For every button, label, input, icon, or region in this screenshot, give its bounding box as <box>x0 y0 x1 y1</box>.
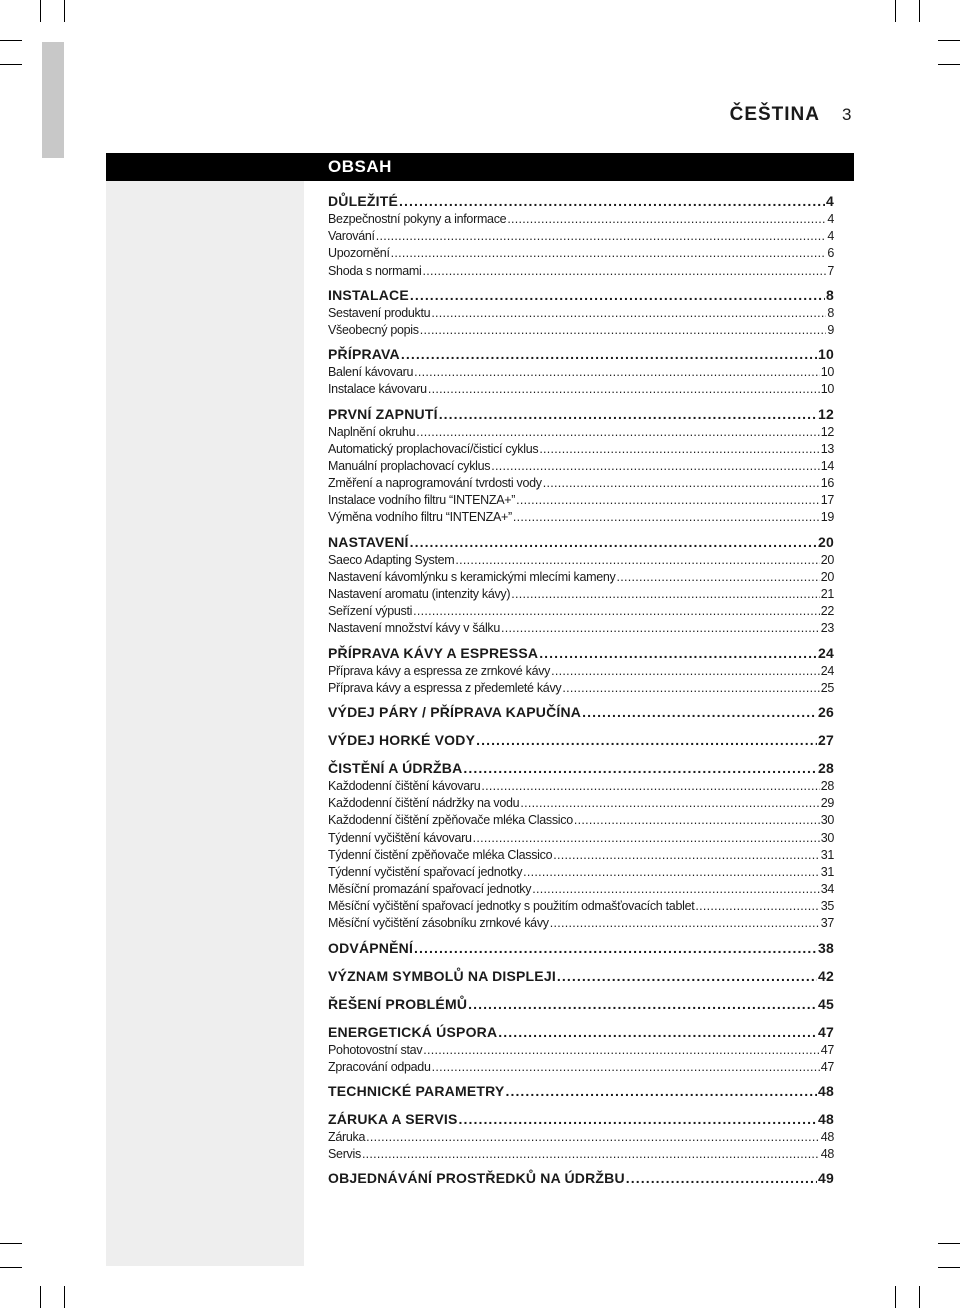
toc-entry[interactable] <box>328 680 834 697</box>
toc-entry[interactable] <box>328 492 834 509</box>
dot-leader <box>459 1110 817 1129</box>
toc-section-page: 8 <box>826 286 834 303</box>
toc-entry-title: Měsíční vyčištění zásobníku zrnkové kávy <box>328 916 549 931</box>
toc-entry-page: 19 <box>820 510 834 525</box>
toc-entry-page: 37 <box>820 916 834 931</box>
toc-entry-title: Každodenní čištění kávovaru <box>328 778 481 793</box>
toc-entry[interactable] <box>328 569 834 586</box>
toc-section-title: PRVNÍ ZAPNUTÍ <box>328 405 438 422</box>
crop-mark <box>938 1243 960 1244</box>
toc-entry-title: Nastavení kávomlýnku s keramickými mlecími kameny <box>328 569 616 584</box>
toc-entry-page: 20 <box>820 569 834 584</box>
toc-entry-page: 47 <box>820 1042 834 1057</box>
toc-entry-page: 13 <box>820 441 834 456</box>
toc-section-title: VÝDEJ PÁRY / PŘÍPRAVA KAPUČÍNA <box>328 703 582 720</box>
toc-entry-title: Týdenní vyčistění spařovací jednotky <box>328 864 523 879</box>
dot-leader <box>562 680 819 697</box>
dot-leader <box>416 424 819 441</box>
toc-entry[interactable] <box>328 211 834 228</box>
toc-section[interactable] <box>328 731 834 750</box>
section-gap <box>328 1014 834 1023</box>
toc-section[interactable] <box>328 405 834 424</box>
dot-leader <box>511 586 819 603</box>
toc-entry-page: 24 <box>820 663 834 678</box>
dot-leader <box>376 228 827 245</box>
toc-section-title: NASTAVENÍ <box>328 533 409 550</box>
toc-entry[interactable] <box>328 620 834 637</box>
toc-entry-page: 23 <box>820 621 834 636</box>
toc-entry-title: Saeco Adapting System <box>328 552 455 567</box>
dot-leader <box>476 731 817 750</box>
toc-section-page: 47 <box>818 1023 834 1040</box>
table-of-contents <box>328 192 834 1188</box>
toc-entry[interactable] <box>328 881 834 898</box>
dot-leader <box>431 305 826 322</box>
toc-entry-title: Instalace vodního filtru “INTENZA+” <box>328 493 516 508</box>
toc-entry-page: 22 <box>820 604 834 619</box>
toc-entry[interactable] <box>328 795 834 812</box>
section-gap <box>328 1101 834 1110</box>
dot-leader <box>413 603 820 620</box>
toc-entry-page: 16 <box>820 476 834 491</box>
toc-section[interactable] <box>328 1082 834 1101</box>
dot-leader <box>513 509 820 526</box>
toc-entry[interactable] <box>328 245 834 262</box>
toc-entry[interactable] <box>328 586 834 603</box>
toc-entry-title: Každodenní čištění nádržky na vodu <box>328 796 520 811</box>
toc-section-page: 27 <box>818 731 834 748</box>
crop-mark <box>938 64 960 65</box>
dot-leader <box>553 847 819 864</box>
toc-entry-page: 10 <box>820 365 834 380</box>
dot-leader <box>366 1129 820 1146</box>
toc-entry-title: Nastavení množství kávy v šálku <box>328 621 501 636</box>
toc-section-title: ENERGETICKÁ ÚSPORA <box>328 1023 498 1040</box>
toc-section[interactable] <box>328 192 834 211</box>
toc-entry[interactable] <box>328 552 834 569</box>
crop-mark <box>40 1286 41 1308</box>
toc-entry-title: Seřízení výpusti <box>328 604 413 619</box>
dot-leader <box>463 759 817 778</box>
dot-leader <box>491 458 819 475</box>
toc-entry-title: Měsíční vyčištění spařovací jednotky s použitím odmašťovacích tablet <box>328 899 695 914</box>
toc-entry-title: Automatický proplachovací/čisticí cyklus <box>328 441 539 456</box>
toc-entry-title: Naplnění okruhu <box>328 424 416 439</box>
toc-section[interactable] <box>328 703 834 722</box>
toc-section[interactable] <box>328 1023 834 1042</box>
toc-section[interactable] <box>328 759 834 778</box>
dot-leader <box>695 898 819 915</box>
toc-entry[interactable] <box>328 847 834 864</box>
toc-entry[interactable] <box>328 663 834 680</box>
toc-entry-title: Nastavení aromatu (intenzity kávy) <box>328 587 511 601</box>
dot-leader <box>439 405 817 424</box>
toc-section-page: 4 <box>826 193 834 209</box>
crop-mark <box>0 40 22 41</box>
toc-entry-page: 7 <box>827 263 834 278</box>
dot-leader <box>399 192 825 211</box>
dot-leader <box>473 830 820 847</box>
dot-leader <box>626 1169 817 1188</box>
toc-entry-page: 20 <box>820 552 834 567</box>
toc-entry[interactable] <box>328 381 834 398</box>
toc-section[interactable] <box>328 533 834 552</box>
dot-leader <box>468 995 817 1014</box>
dot-leader <box>582 703 817 722</box>
toc-entry-page: 31 <box>820 847 834 862</box>
toc-entry-page: 25 <box>820 680 834 695</box>
toc-entry-title: Sestavení produktu <box>328 305 431 320</box>
toc-entry-page: 4 <box>827 212 834 226</box>
toc-entry-title: Změření a naprogramování tvrdosti vody <box>328 476 542 491</box>
toc-section-title: OBJEDNÁVÁNÍ PROSTŘEDKŮ NA ÚDRŽBU <box>328 1170 625 1187</box>
dot-leader <box>420 322 827 339</box>
toc-entry-title: Příprava kávy a espressa z předemleté kávy <box>328 680 562 695</box>
toc-entry-title: Měsíční promazání spařovací jednotky <box>328 882 532 897</box>
toc-entry-title: Upozornění <box>328 246 390 261</box>
toc-section-title: PŘÍPRAVA <box>328 346 400 363</box>
toc-entry-title: Týdenní čistění zpěňovače mléka Classico <box>328 847 553 862</box>
toc-entry-title: Týdenní vyčištění kávovaru <box>328 830 472 845</box>
dot-leader <box>539 644 817 663</box>
crop-mark <box>938 40 960 41</box>
crop-mark <box>0 1243 22 1244</box>
section-gap <box>328 722 834 731</box>
toc-entry[interactable] <box>328 1042 834 1059</box>
toc-section[interactable] <box>328 1169 834 1188</box>
toc-entry[interactable] <box>328 864 834 881</box>
toc-entry[interactable] <box>328 1146 834 1163</box>
toc-entry[interactable] <box>328 322 834 339</box>
dot-leader <box>481 778 819 795</box>
toc-entry-page: 14 <box>820 458 834 473</box>
toc-entry-page: 28 <box>820 778 834 793</box>
dot-leader <box>455 552 819 569</box>
dot-leader <box>505 1082 817 1101</box>
crop-mark <box>919 0 920 22</box>
page-number: 3 <box>842 105 852 124</box>
dot-leader <box>428 381 820 398</box>
toc-section-page: 42 <box>818 967 834 984</box>
dot-leader <box>410 533 817 552</box>
toc-entry[interactable] <box>328 915 834 932</box>
toc-entry-title: Záruka <box>328 1130 366 1144</box>
toc-entry-page: 29 <box>820 796 834 811</box>
dot-leader <box>362 1146 820 1163</box>
dot-leader <box>401 345 817 364</box>
dot-leader <box>523 864 820 881</box>
section-gap <box>328 958 834 967</box>
toc-entry[interactable] <box>328 263 834 280</box>
toc-entry-page: 30 <box>820 830 834 845</box>
toc-entry-title: Bezpečnostní pokyny a informace <box>328 212 507 226</box>
crop-mark <box>0 1267 22 1268</box>
language-label: ČEŠTINA <box>729 104 820 125</box>
toc-section[interactable] <box>328 1110 834 1129</box>
toc-section-page: 24 <box>818 644 834 661</box>
toc-entry[interactable] <box>328 228 834 245</box>
toc-section-title: ZÁRUKA A SERVIS <box>328 1111 458 1127</box>
contents-title: OBSAH <box>328 157 392 176</box>
toc-section[interactable] <box>328 345 834 364</box>
toc-section-page: 10 <box>818 346 834 363</box>
dot-leader <box>414 939 817 958</box>
toc-section-page: 48 <box>818 1083 834 1099</box>
toc-entry[interactable] <box>328 1059 834 1076</box>
sidebar-panel <box>106 181 304 1266</box>
toc-entry[interactable] <box>328 305 834 322</box>
section-gap <box>328 986 834 995</box>
dot-leader <box>498 1023 817 1042</box>
dot-leader <box>432 1059 820 1076</box>
toc-entry-page: 34 <box>820 882 834 897</box>
crop-mark <box>919 1286 920 1308</box>
dot-leader <box>532 881 819 898</box>
toc-section-page: 48 <box>818 1111 834 1127</box>
toc-entry-page: 10 <box>820 382 834 397</box>
toc-entry-page: 9 <box>827 322 834 337</box>
toc-entry-page: 17 <box>820 493 834 508</box>
crop-mark <box>64 0 65 22</box>
toc-section[interactable] <box>328 939 834 958</box>
dot-leader <box>501 620 820 637</box>
toc-section-title: INSTALACE <box>328 286 409 303</box>
toc-section[interactable] <box>328 967 834 986</box>
toc-entry[interactable] <box>328 898 834 915</box>
toc-section-title: ČISTĚNÍ A ÚDRŽBA <box>328 759 463 776</box>
dot-leader <box>422 263 826 280</box>
dot-leader <box>516 492 820 509</box>
toc-entry-page: 21 <box>820 587 834 601</box>
dot-leader <box>574 812 820 829</box>
toc-entry-title: Pohotovostní stav <box>328 1042 423 1057</box>
crop-mark <box>64 1286 65 1308</box>
toc-entry[interactable] <box>328 830 834 847</box>
toc-entry-title: Všeobecný popis <box>328 322 419 337</box>
dot-leader <box>616 569 819 586</box>
toc-entry-title: Výměna vodního filtru “INTENZA+” <box>328 510 512 525</box>
toc-entry[interactable] <box>328 424 834 441</box>
dot-leader <box>507 211 826 228</box>
toc-entry[interactable] <box>328 475 834 492</box>
toc-entry-title: Servis <box>328 1147 361 1162</box>
toc-entry-title: Instalace kávovaru <box>328 382 427 397</box>
dot-leader <box>414 364 820 381</box>
toc-entry-page: 35 <box>820 899 834 914</box>
toc-entry-title: Každodenní čištění zpěňovače mléka Classico <box>328 813 573 828</box>
toc-section-title: ODVÁPNĚNÍ <box>328 939 414 956</box>
toc-section-title: TECHNICKÉ PARAMETRY <box>328 1083 505 1099</box>
toc-entry-page: 30 <box>820 813 834 828</box>
toc-entry-title: Zpracování odpadu <box>328 1059 431 1074</box>
crop-mark <box>895 0 896 22</box>
toc-entry-page: 48 <box>820 1147 834 1162</box>
toc-entry[interactable] <box>328 441 834 458</box>
toc-entry[interactable] <box>328 812 834 829</box>
toc-section-page: 38 <box>818 939 834 956</box>
toc-entry[interactable] <box>328 364 834 381</box>
toc-entry-title: Balení kávovaru <box>328 365 414 380</box>
toc-section-title: ŘEŠENÍ PROBLÉMŮ <box>328 995 468 1012</box>
toc-section-page: 45 <box>818 995 834 1012</box>
toc-section-page: 28 <box>818 759 834 776</box>
toc-entry[interactable] <box>328 603 834 620</box>
contents-banner <box>106 153 854 181</box>
dot-leader <box>550 915 820 932</box>
toc-entry-page: 12 <box>820 424 834 439</box>
toc-entry[interactable] <box>328 458 834 475</box>
toc-entry-page: 31 <box>820 864 834 879</box>
toc-section-page: 49 <box>818 1170 834 1187</box>
dot-leader <box>423 1042 819 1059</box>
crop-mark <box>895 1286 896 1308</box>
toc-entry-page: 6 <box>827 246 834 261</box>
dot-leader <box>543 475 820 492</box>
toc-entry-title: Příprava kávy a espressa ze zrnkové kávy <box>328 663 551 678</box>
toc-entry[interactable] <box>328 1129 834 1146</box>
toc-entry-page: 48 <box>820 1130 834 1144</box>
chapter-tab <box>42 42 64 158</box>
toc-section[interactable] <box>328 995 834 1014</box>
toc-entry-page: 8 <box>827 305 834 320</box>
dot-leader <box>410 286 825 305</box>
toc-section[interactable] <box>328 286 834 305</box>
dot-leader <box>520 795 819 812</box>
toc-section-title: DŮLEŽITÉ <box>328 193 399 209</box>
dot-leader <box>551 663 820 680</box>
toc-entry[interactable] <box>328 509 834 526</box>
toc-section-title: VÝZNAM SYMBOLŮ NA DISPLEJI <box>328 967 556 984</box>
toc-section-page: 20 <box>818 533 834 550</box>
toc-section-page: 12 <box>818 405 834 422</box>
dot-leader <box>539 441 819 458</box>
toc-section[interactable] <box>328 644 834 663</box>
toc-entry-page: 4 <box>827 229 834 244</box>
section-gap <box>328 750 834 759</box>
toc-entry-title: Shoda s normami <box>328 263 422 278</box>
toc-entry-title: Varování <box>328 229 375 244</box>
dot-leader <box>557 967 817 986</box>
toc-entry[interactable] <box>328 778 834 795</box>
toc-section-title: PŘÍPRAVA KÁVY A ESPRESSA <box>328 644 539 661</box>
toc-section-page: 26 <box>818 703 834 720</box>
dot-leader <box>391 245 827 262</box>
crop-mark <box>40 0 41 22</box>
crop-mark <box>0 64 22 65</box>
toc-entry-title: Manuální proplachovací cyklus <box>328 458 491 473</box>
crop-mark <box>938 1267 960 1268</box>
toc-section-title: VÝDEJ HORKÉ VODY <box>328 731 476 748</box>
toc-entry-page: 47 <box>820 1059 834 1074</box>
